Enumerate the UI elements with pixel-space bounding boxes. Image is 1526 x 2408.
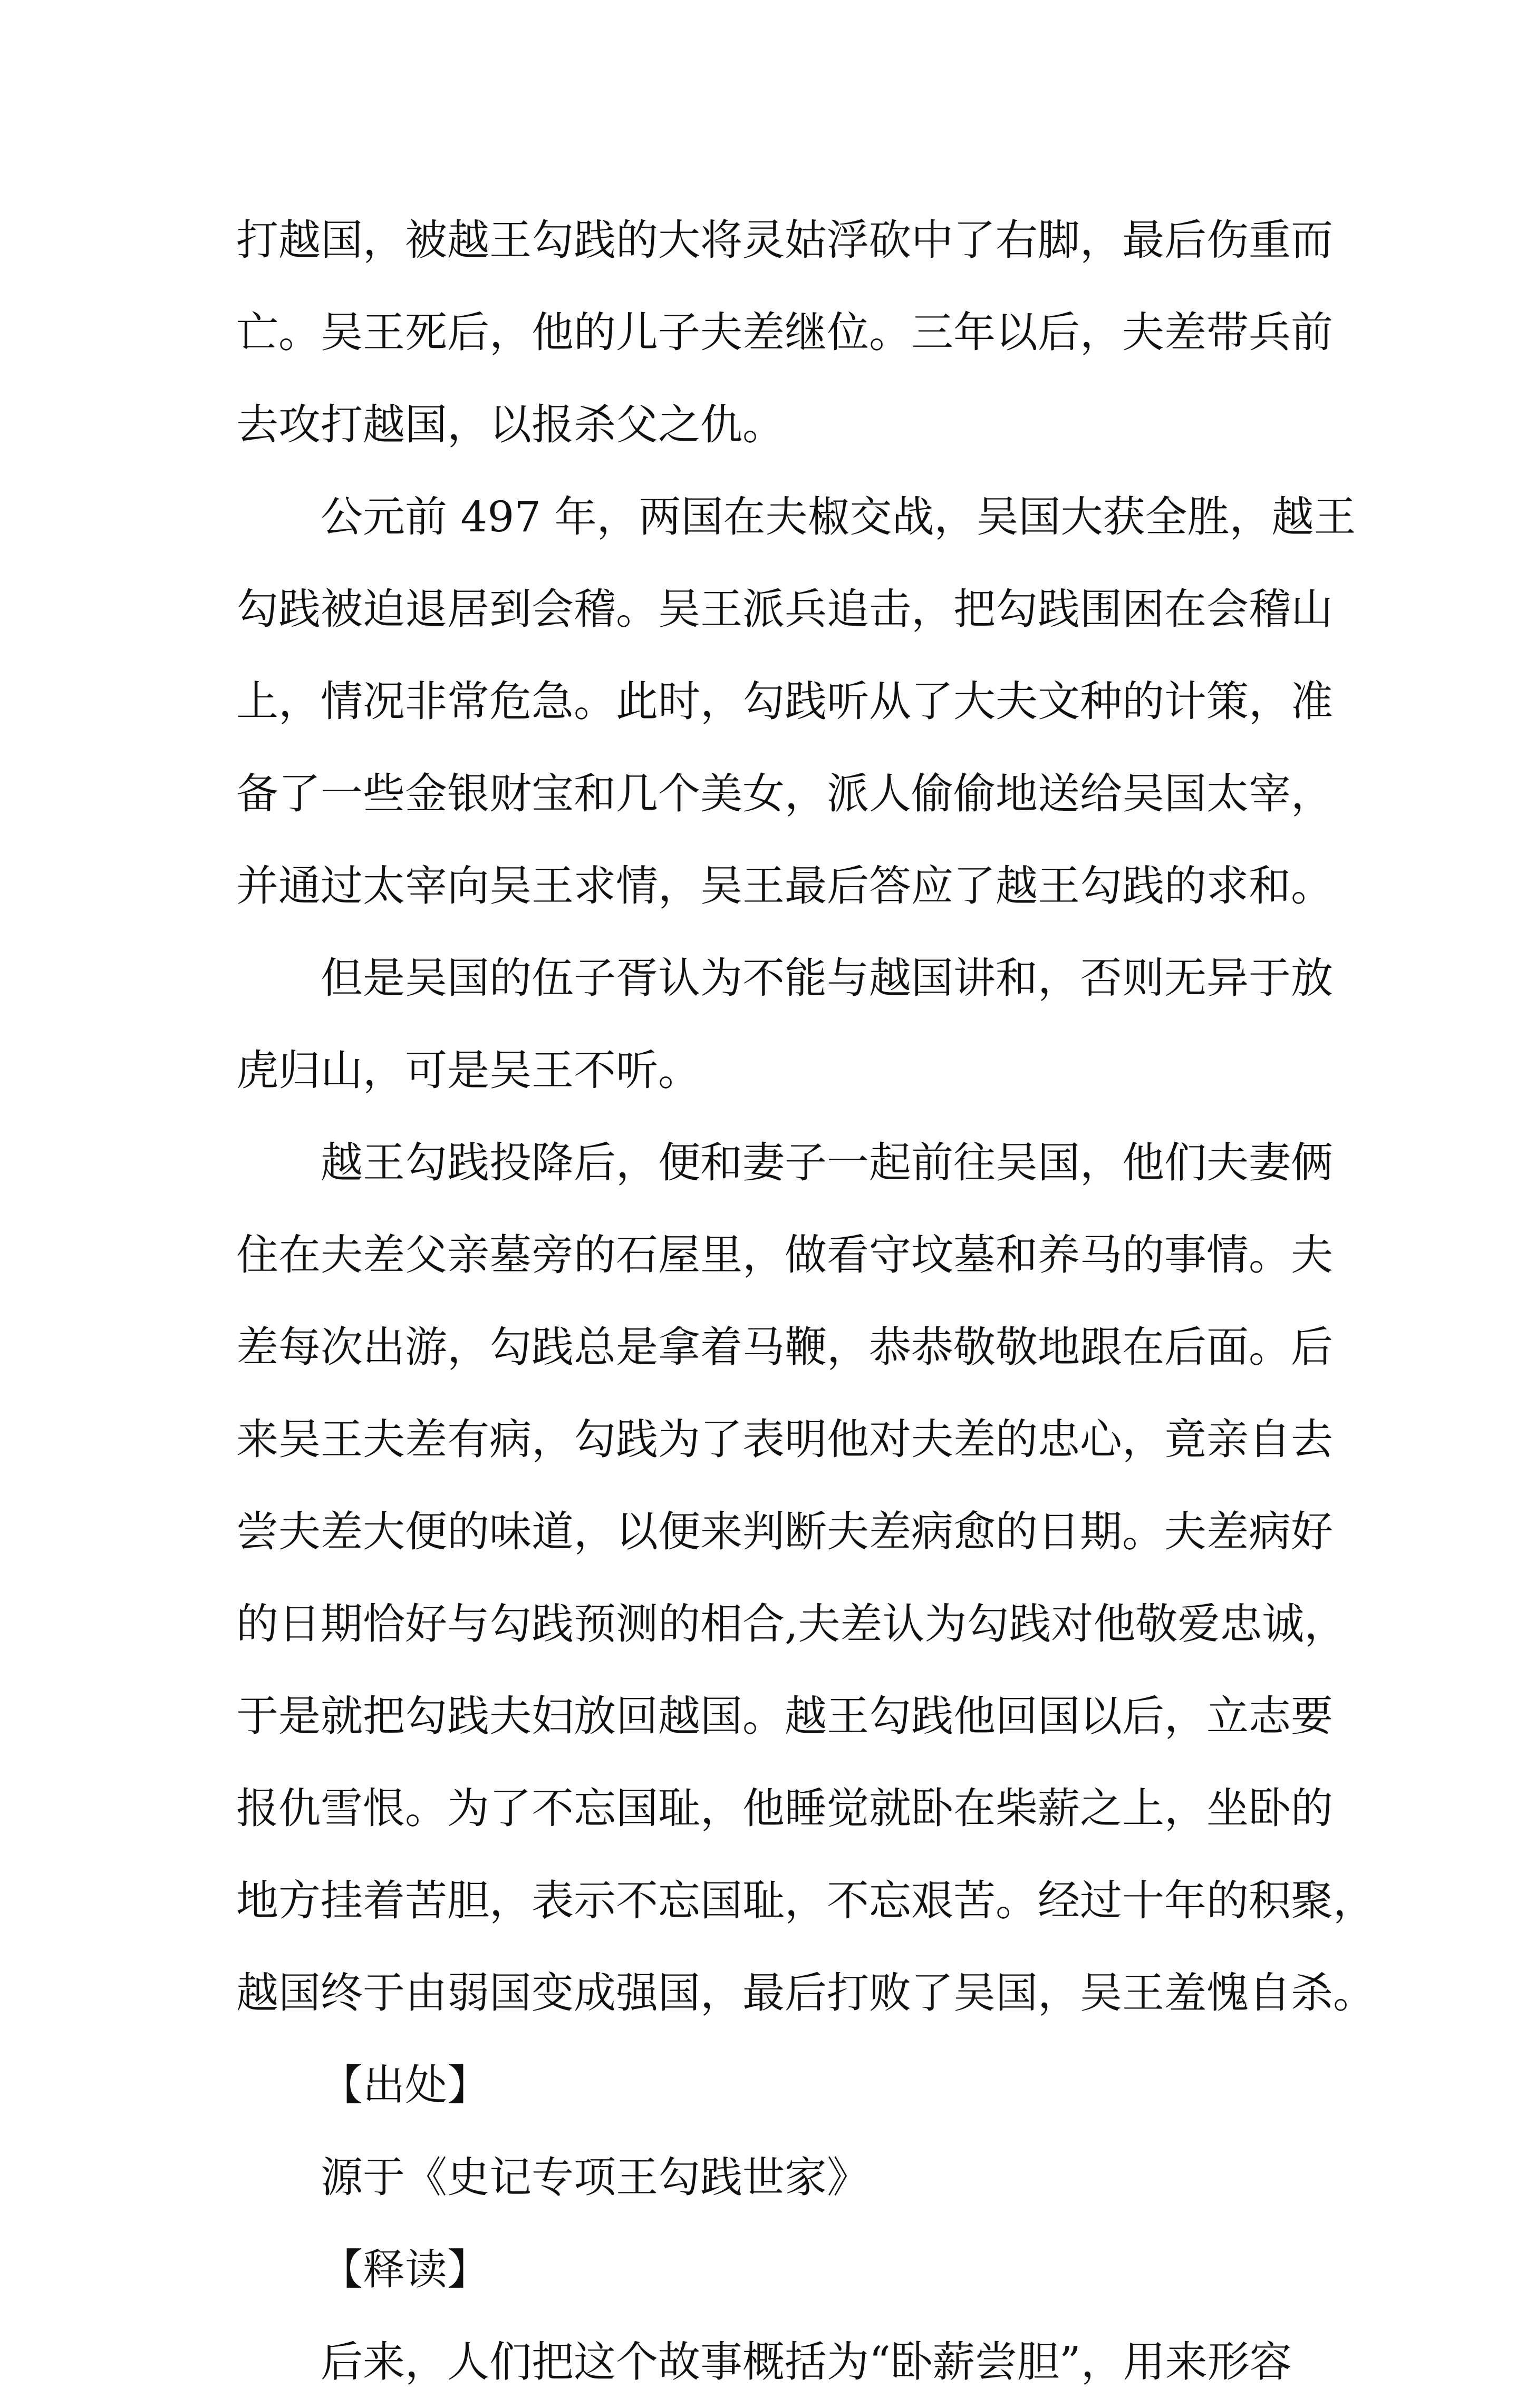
text-line: 报仇雪恨。为了不忘国耻，他睡觉就卧在柴薪之上，坐卧的 [236,1784,1333,1833]
paragraph-2 [236,471,1356,932]
text-line: 但是吴国的伍子胥认为不能与越国讲和，否则无异于放 [321,954,1333,1003]
text-line: 勾践被迫退居到会稽。吴王派兵追击，把勾践围困在会稽山 [236,585,1333,634]
source-text: 源于《史记专项王勾践世家》 [321,2153,869,2202]
text-line: 去攻打越国，以报杀父之仇。 [236,400,785,449]
text-line: 地方挂着苦胆，表示不忘国耻，不忘艰苦。经过十年的积聚， [236,1876,1375,1925]
interpretation-heading: 【释读】 [321,2245,489,2294]
source-heading: 【出处】 [321,2061,489,2110]
paragraph-4 [236,1116,1375,2039]
text-line: 越王勾践投降后，便和妻子一起前往吴国，他们夫妻俩 [321,1138,1333,1187]
interpretation-text: 后来，人们把这个故事概括为“卧薪尝胆”，用来形容 [321,2337,1292,2386]
text-line: 越国终于由弱国变成强国，最后打败了吴国，吴王羞愧自杀。 [236,1968,1375,2017]
text-line: 备了一些金银财宝和几个美女，派人偷偷地送给吴国太宰， [236,769,1333,818]
text-line: 上，情况非常危急。此时，勾践听从了大夫文种的计策，准 [236,677,1333,726]
text-line: 尝夫差大便的味道，以便来判断夫差病愈的日期。夫差病好 [236,1507,1333,1556]
paragraph-1 [236,194,1333,471]
text-line: 虎归山，可是吴王不听。 [236,1046,700,1095]
text-line: 公元前 497 年，两国在夫椒交战，吴国大获全胜，越王 [321,492,1356,541]
text-line: 住在夫差父亲墓旁的石屋里，做看守坟墓和养马的事情。夫 [236,1230,1333,1279]
text-line: 的日期恰好与勾践预测的相合,夫差认为勾践对他敬爱忠诚， [236,1599,1347,1648]
text-line: 亡。吴王死后，他的儿子夫差继位。三年以后，夫差带兵前 [236,308,1333,357]
text-line: 打越国，被越王勾践的大将灵姑浮砍中了右脚，最后伤重而 [236,216,1333,265]
text-line: 并通过太宰向吴王求情，吴王最后答应了越王勾践的求和。 [236,861,1333,910]
document-body [236,194,1375,2408]
paragraph-3 [236,932,1333,1116]
text-line: 差每次出游，勾践总是拿着马鞭，恭恭敬敬地跟在后面。后 [236,1323,1333,1372]
text-line: 于是就把勾践夫妇放回越国。越王勾践他回国以后，立志要 [236,1692,1333,1741]
text-line: 来吴王夫差有病，勾践为了表明他对夫差的忠心，竟亲自去 [236,1415,1333,1464]
